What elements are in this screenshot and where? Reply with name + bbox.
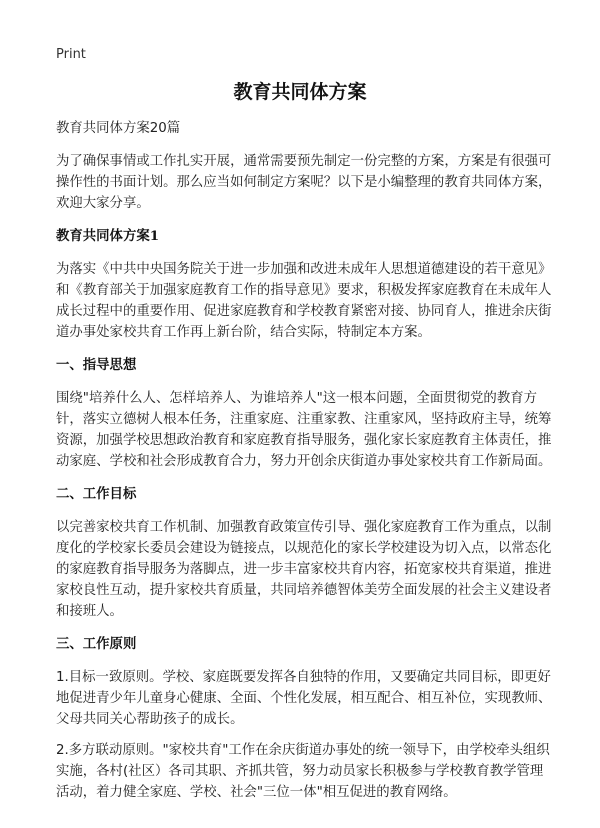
part-paragraph: 围绕"培养什么人、怎样培养人、为谁培养人"这一根本问题，全面贯彻党的教育方针，落实立德树人根本任务，注重家庭、注重家教、注重家风，坚持政府主导，统筹资源，加强学校思想政治教育和家庭教育指导服务，强化家长家庭教育主体责任，推动家庭、学校和社会形成教育合力，努力开创余庆街道办事处家校共育工作新局面。 — [56, 391, 552, 469]
part-heading-work-principles: 三、工作原则 — [56, 637, 137, 652]
intro-paragraph: 为了确保事情或工作扎实开展，通常需要预先制定一份完整的方案，方案是有很强可操作性的书面计划。那么应当如何制定方案呢？以下是小编整理的教育共同体方案，欢迎大家分享。 — [56, 154, 552, 211]
part-paragraph: 1.目标一致原则。学校、家庭既要发挥各自独特的作用，又要确定共同目标，即更好地促进青少年儿童身心健康、全面、个性化发展，相互配合、相互补位，实现教师、父母共同关心帮助孩子的成长。 — [56, 670, 552, 727]
document-subtitle: 教育共同体方案20篇 — [56, 121, 181, 136]
section-intro-paragraph: 为落实《中共中央国务院关于进一步加强和改进未成年人思想道德建设的若干意见》和《教育部关于加强家庭教育工作的指导意见》要求，积极发挥家庭教育在未成年人成长过程中的重要作用、促进家庭教育和学校教育紧密对接、协同育人，推进余庆街道办事处家校共育工作再上新台阶，结合实际，特制定本方案。 — [56, 262, 552, 340]
section-heading: 教育共同体方案1 — [56, 228, 160, 244]
part-heading-work-goals: 二、工作目标 — [56, 487, 137, 502]
part-paragraph: 以完善家校共育工作机制、加强教育政策宣传引导、强化家庭教育工作为重点，以制度化的学校家长委员会建设为链接点，以规范化的家长学校建设为切入点，以常态化的家庭教育指导服务为落脚点，进一步丰富家校共育内容，拓宽家校共育渠道，推进家校良性互动，提升家校共育质量，共同培养德智体美劳全面发展的社会主义建设者和接班人。 — [56, 520, 552, 619]
page-title: 教育共同体方案 — [233, 81, 367, 103]
document-body — [56, 118, 556, 813]
part-paragraph: 2.多方联动原则。"家校共育"工作在余庆街道办事处的统一领导下，由学校牵头组织实施，各村(社区）各司其职、齐抓共管，努力动员家长积极参与学校教育教学管理活动，着力健全家庭、学校、社会"三位一体"相互促进的教育网络。 — [56, 743, 550, 800]
part-heading-guiding-ideology: 一、指导思想 — [56, 358, 137, 373]
print-link[interactable]: Print — [56, 47, 86, 62]
